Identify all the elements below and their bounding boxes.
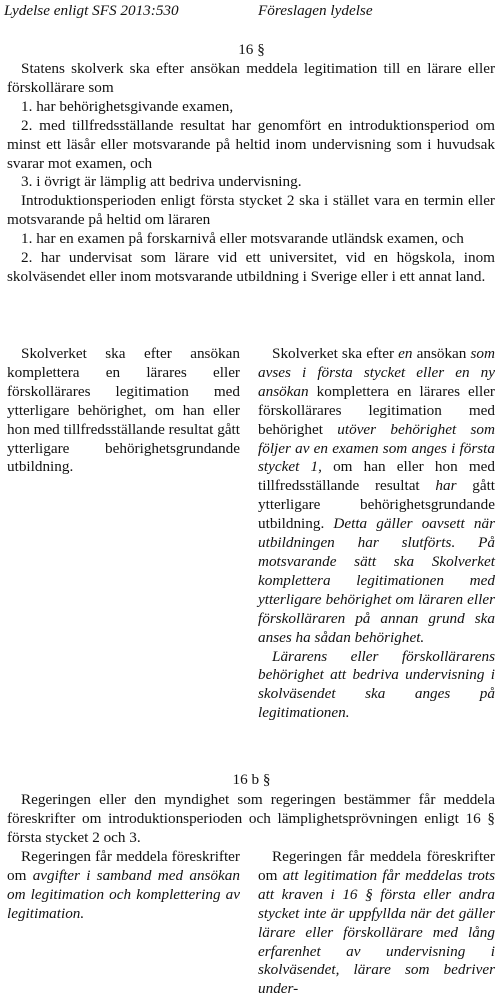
right-paragraph-2: Lärarens eller förskollärarens behörighet att bedriva undervisning i skolväsendet ska anges på legitimationen. [258, 647, 495, 722]
header-left: Lydelse enligt SFS 2013:530 [4, 2, 179, 19]
list-item: 3. i övrigt är lämplig att bedriva undervisning. [21, 173, 302, 191]
section-16b-heading: 16 b § [232, 771, 271, 788]
text-segment: har [435, 477, 457, 495]
text-segment: gått ytterligare behörighetsgrundande utbildning. [258, 477, 496, 533]
header-right: Föreslagen lydelse [258, 2, 373, 19]
left-column-16b [7, 848, 240, 924]
right-paragraph-1 [258, 345, 495, 648]
paragraph: Introduktionsperioden enligt första stycket 2 ska i stället vara en termin eller motsvarande på heltid om läraren [7, 192, 495, 229]
list-item: 1. har en examen på forskarnivå eller motsvarande utländsk examen, och [21, 230, 464, 248]
right-paragraph [258, 848, 495, 999]
text-segment: Detta gäller oavsett när utbildningen har slutförts. På motsvarande sätt ska Skolverket komplettera legitimationen med ytterligare behörighet om läraren eller förskolläraren på annan grund ska anses ha sådan behörighet. [258, 515, 495, 646]
text-segment: , om han eller hon med tillfredsställande resultat [258, 458, 495, 495]
left-paragraph [7, 848, 240, 924]
paragraph: Regeringen eller den myndighet som regeringen bestämmer får meddela föreskrifter om introduktionsperioden och lämplighetsprövningen enligt 16 § första stycket 2 och 3. [7, 791, 495, 846]
text-segment: som avses i första stycket eller en ny ansökan [258, 345, 495, 400]
list-item: 2. med tillfredsställande resultat har genomfört en introduktionsperiod om minst ett läsår eller motsvarande på heltid inom undervisning som i huvudsak svarar mot examen, och [7, 116, 495, 172]
text-segment: Skolverket ska efter [272, 345, 399, 362]
right-column-16 [258, 345, 495, 723]
text-segment: en [398, 345, 413, 362]
section-16b-body [7, 791, 495, 848]
text-segment: att legitimation får meddelas trots att kraven i 16 § första eller andra stycket inte är uppfyllda när det gäller lärare eller förskollärare med lång erfarenhet av undervisning i skolväsendet, lärare som bedriver under- [258, 866, 495, 998]
text-segment: utöver behörighet som följer av en examen som anges i första stycket 1 [258, 420, 495, 476]
section-16-heading: 16 § [238, 41, 265, 58]
text-segment: Regeringen får meddela föreskrifter om [258, 848, 495, 884]
left-column-16 [7, 345, 240, 477]
section-16-body [7, 60, 495, 287]
text-segment: Regeringen får meddela föreskrifter om [7, 848, 240, 884]
list-item: 1. har behörighetsgivande examen, [21, 97, 234, 115]
list-item: 2. har undervisat som lärare vid ett universitet, vid en högskola, inom skolväsendet eller inom motsvarande utbildning i Sverige eller i ett annat land. [7, 249, 495, 285]
text-segment: komplettera en lärares eller förskollärares legitimation med behörighet [258, 382, 495, 438]
right-column-16b [258, 848, 495, 999]
paragraph: Statens skolverk ska efter ansökan meddela legitimation till en lärare eller förskollärare som [7, 60, 495, 96]
text-segment: avgifter i samband med ansökan om legitimation och komplettering av legitimation. [7, 866, 240, 922]
left-paragraph: Skolverket ska efter ansökan komplettera en lärares eller förskollärares legitimation med ytterligare behörighet, om han eller hon med tillfredsställande resultat gått ytterligare behörighetsgrundande utbildning. [7, 345, 240, 476]
text-segment: ansökan [412, 345, 471, 362]
